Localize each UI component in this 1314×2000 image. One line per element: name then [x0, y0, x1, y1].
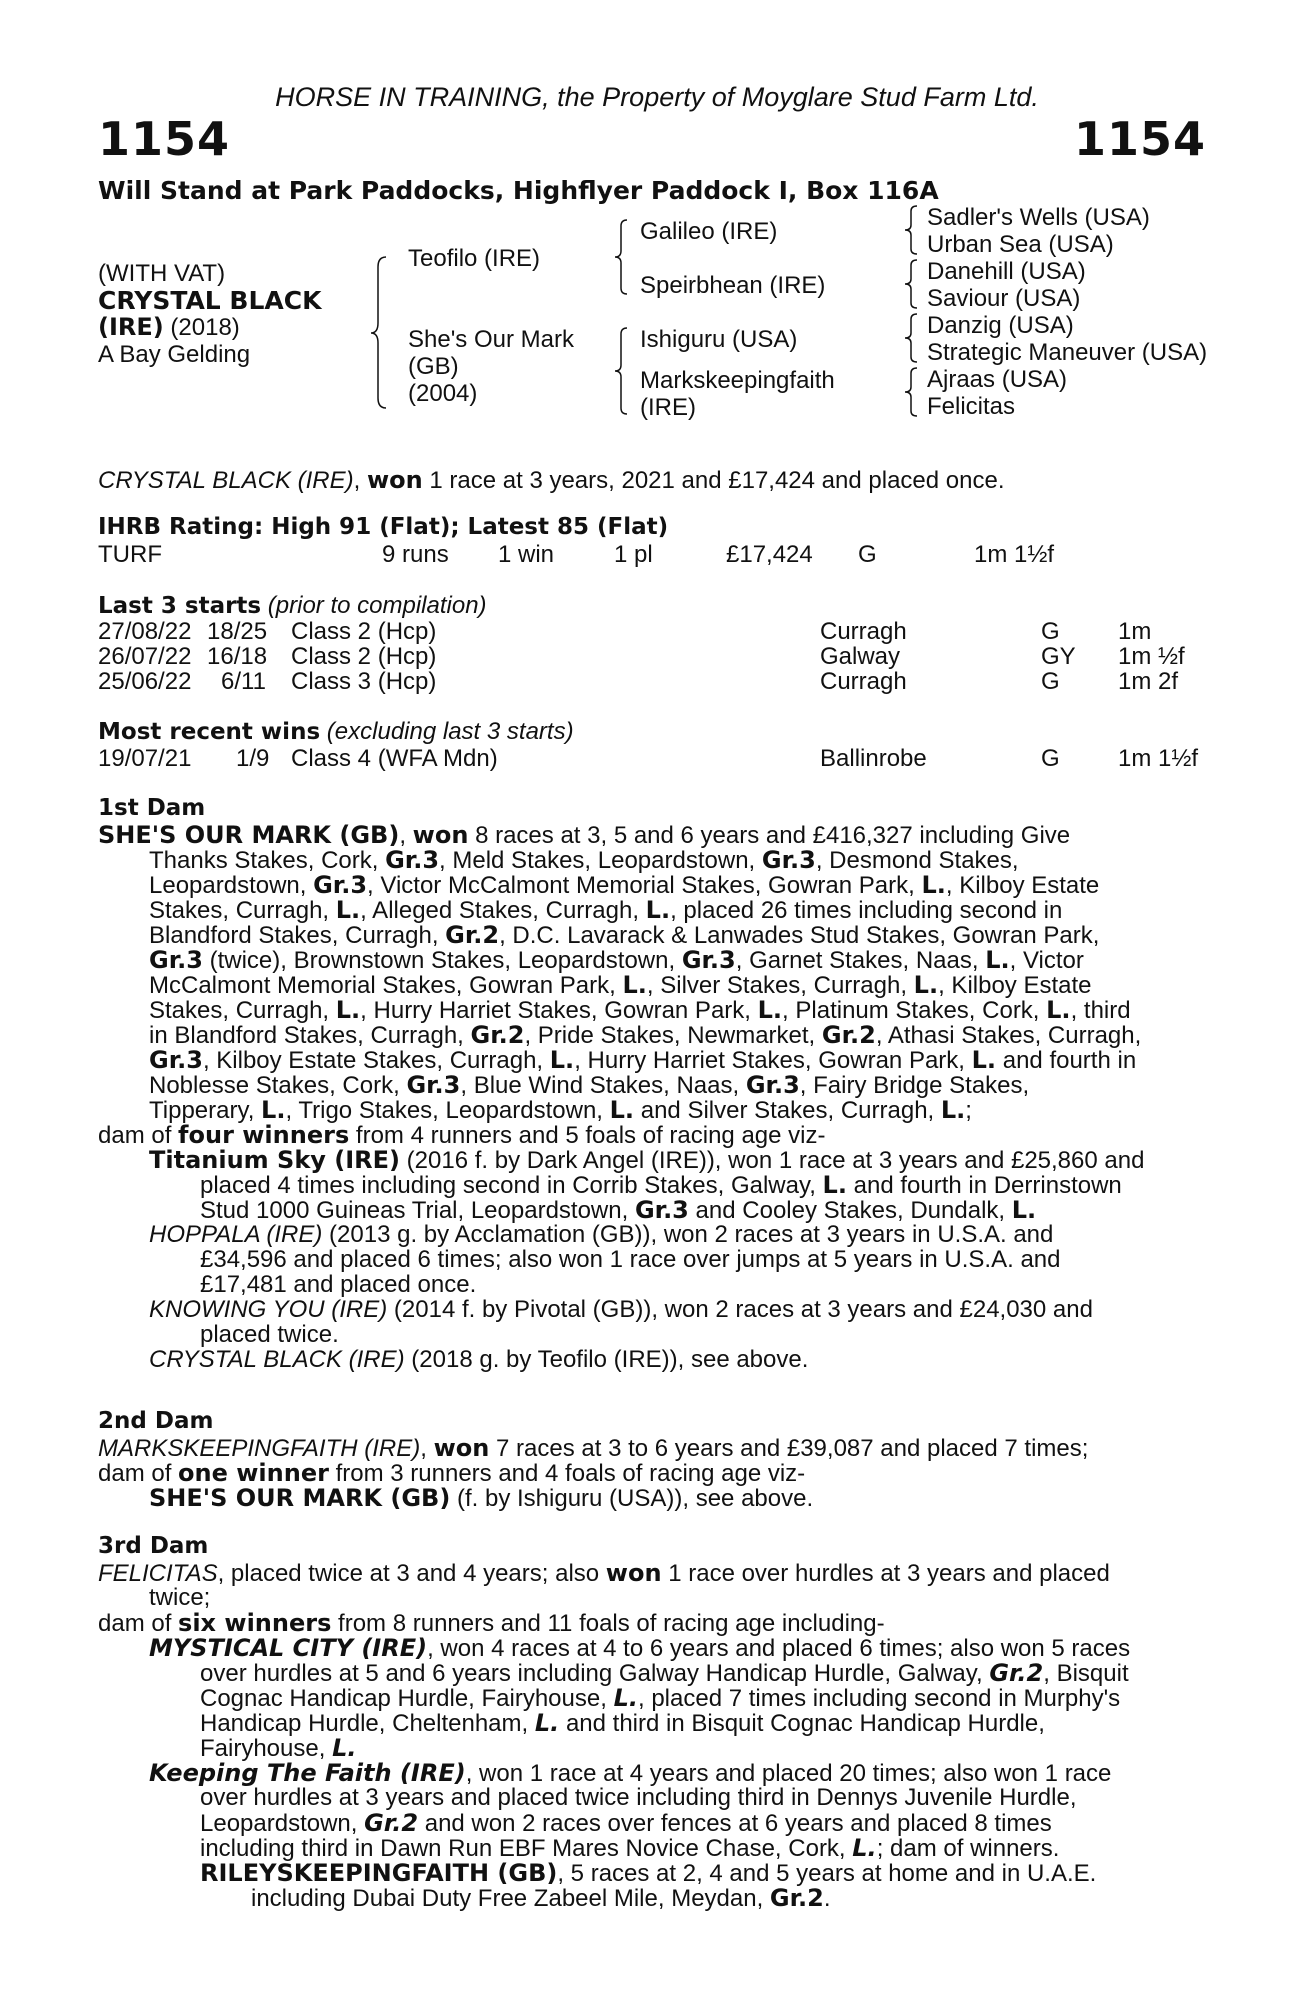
- rating-wins: 1 win: [498, 541, 555, 568]
- produce-entry-cont: placed twice.: [200, 1321, 339, 1348]
- dam1-line: Thanks Stakes, Cork, Gr.3, Meld Stakes, Leopardstown, Gr.3, Desmond Stakes,: [149, 846, 1019, 874]
- dam1-line: McCalmont Memorial Stakes, Gowran Park, L., Silver Stakes, Curragh, L., Kilboy Estate: [149, 971, 1092, 999]
- brace-g3-2: [904, 258, 920, 310]
- start-going: G: [1041, 618, 1060, 645]
- produce-entry-cont: including third in Dawn Run EBF Mares Novice Chase, Cork, L.; dam of winners.: [200, 1834, 1060, 1862]
- rating-going: G: [858, 541, 877, 568]
- dam-sire-dam: Strategic Maneuver (USA): [927, 339, 1208, 366]
- start-course: Curragh: [820, 668, 907, 695]
- start-date: 27/08/22: [98, 618, 192, 645]
- dam3-line: twice;: [149, 1584, 211, 1611]
- start-course: Curragh: [820, 618, 907, 645]
- produce-entry-cont: including Dubai Duty Free Zabeel Mile, Meydan, Gr.2.: [251, 1884, 831, 1912]
- start-course: Galway: [820, 643, 901, 670]
- dam2-heading: 2nd Dam: [98, 1408, 214, 1434]
- sire-sire-dam: Urban Sea (USA): [927, 231, 1114, 258]
- stand-location: Will Stand at Park Paddocks, Highflyer Paddock I, Box 116A: [98, 176, 939, 205]
- produce-entry-cont: Handicap Hurdle, Cheltenham, L. and third in Bisquit Cognac Handicap Hurdle,: [200, 1709, 1045, 1737]
- win-date: 19/07/21: [98, 745, 192, 772]
- lot-number-left: 1154: [98, 112, 231, 166]
- start-position: 18/25: [207, 618, 268, 645]
- dam-dam-sire: Ajraas (USA): [927, 366, 1068, 393]
- dam1-heading: 1st Dam: [98, 795, 206, 821]
- produce-entry: Keeping The Faith (IRE), won 1 race at 4 years and placed 20 times; also won 1 race: [149, 1759, 1112, 1787]
- produce-entry-cont: over hurdles at 5 and 6 years including Galway Handicap Hurdle, Galway, Gr.2, Bisquit: [200, 1659, 1129, 1687]
- summary-name: CRYSTAL BLACK (IRE): [98, 467, 354, 494]
- produce-entry-cont: Cognac Handicap Hurdle, Fairyhouse, L., placed 7 times including second in Murphy's: [200, 1684, 1121, 1712]
- produce-entry-cont: over hurdles at 3 years and placed twice including third in Dennys Juvenile Hurdle,: [200, 1784, 1077, 1811]
- dam3-line: FELICITAS, placed twice at 3 and 4 years; also won 1 race over hurdles at 3 years and placed: [98, 1559, 1110, 1587]
- produce-entry: CRYSTAL BLACK (IRE) (2018 g. by Teofilo (IRE)), see above.: [149, 1346, 809, 1373]
- rating-distance: 1m 1½f: [974, 541, 1055, 568]
- horse-year: (2018): [163, 314, 240, 341]
- dam-line2: (GB): [408, 353, 459, 380]
- dam1-text: ,: [399, 822, 413, 849]
- summary-won: won: [366, 466, 423, 494]
- produce-entry-cont: £34,596 and placed 6 times; also won 1 race over jumps at 5 years in U.S.A. and: [200, 1246, 1061, 1273]
- dam-dam-line1: Markskeepingfaith: [640, 367, 835, 394]
- dam1-line: Tipperary, L., Trigo Stakes, Leopardstown, L. and Silver Stakes, Curragh, L.;: [149, 1096, 972, 1124]
- pedigree-brace-gen1: [370, 255, 390, 410]
- brace-g3-1: [904, 204, 920, 256]
- horse-name-line2: [98, 314, 240, 341]
- start-position: 6/11: [221, 668, 266, 695]
- sire: Teofilo (IRE): [408, 245, 541, 272]
- race-summary: [98, 466, 1004, 495]
- start-distance: 1m ½f: [1118, 643, 1185, 670]
- dam3-heading: 3rd Dam: [98, 1533, 209, 1559]
- start-class: Class 2 (Hcp): [291, 643, 437, 670]
- start-distance: 1m: [1118, 618, 1152, 645]
- summary-sep: ,: [353, 467, 367, 494]
- last3-heading-row: [98, 592, 487, 620]
- lot-number-right: 1154: [1073, 112, 1206, 166]
- produce-entry: MYSTICAL CITY (IRE), won 4 races at 4 to 6 years and placed 6 times; also won 5 races: [149, 1634, 1131, 1662]
- dam-dam-dam: Felicitas: [927, 393, 1016, 420]
- rating-earnings: £17,424: [726, 541, 813, 568]
- rating-places: 1 pl: [614, 541, 653, 568]
- rating-runs: 9 runs: [382, 541, 449, 568]
- produce-entry-cont: Leopardstown, Gr.2 and won 2 races over fences at 6 years and placed 8 times: [200, 1809, 1052, 1837]
- dam-dam-line2: (IRE): [640, 394, 696, 421]
- recent-note: (excluding last 3 starts): [320, 718, 574, 745]
- dam1-line: Blandford Stakes, Curragh, Gr.2, D.C. Lavarack & Lanwades Stud Stakes, Gowran Park,: [149, 921, 1100, 949]
- start-going: G: [1041, 668, 1060, 695]
- recent-heading: Most recent wins: [98, 719, 321, 745]
- dam-line1: She's Our Mark: [408, 326, 574, 353]
- win-distance: 1m 1½f: [1118, 745, 1199, 772]
- produce-entry: KNOWING YOU (IRE) (2014 f. by Pivotal (GB)), won 2 races at 3 years and £24,030 and: [149, 1296, 1093, 1323]
- start-class: Class 2 (Hcp): [291, 618, 437, 645]
- dam3-produce-intro: dam of six winners from 8 runners and 11 foals of racing age including-: [98, 1609, 885, 1637]
- last3-note: (prior to compilation): [261, 592, 487, 619]
- dam-sire: Ishiguru (USA): [640, 326, 798, 353]
- dam1-line: Gr.3 (twice), Brownstown Stakes, Leopardstown, Gr.3, Garnet Stakes, Naas, L., Victor: [149, 946, 1084, 974]
- produce-entry-cont: Fairyhouse, L.: [200, 1734, 357, 1762]
- dam1-line: Stakes, Curragh, L., Hurry Harriet Stakes, Gowran Park, L., Platinum Stakes, Cork, L., third: [149, 996, 1131, 1024]
- dam1-line: Gr.3, Kilboy Estate Stakes, Curragh, L., Hurry Harriet Stakes, Gowran Park, L. and fourth in: [149, 1046, 1137, 1074]
- produce-entry: Titanium Sky (IRE) (2016 f. by Dark Angel (IRE)), won 1 race at 3 years and £25,860 and: [149, 1146, 1145, 1174]
- sire-dam-dam: Saviour (USA): [927, 285, 1081, 312]
- rating-surface: TURF: [98, 541, 162, 568]
- sire-sire: Galileo (IRE): [640, 218, 778, 245]
- start-date: 26/07/22: [98, 643, 192, 670]
- produce-entry: HOPPALA (IRE) (2013 g. by Acclamation (GB)), won 2 races at 3 years in U.S.A. and: [149, 1221, 1054, 1248]
- brace-g3-3: [904, 312, 920, 364]
- produce-entry: RILEYSKEEPINGFAITH (GB), 5 races at 2, 4 and 5 years at home and in U.A.E.: [200, 1859, 1097, 1887]
- dam1-line-0: SHE'S OUR MARK (GB), won 8 races at 3, 5 and 6 years and £416,327 including Give: [98, 821, 1071, 849]
- start-class: Class 3 (Hcp): [291, 668, 437, 695]
- win-course: Ballinrobe: [820, 745, 927, 772]
- produce-entry-cont: £17,481 and placed once.: [200, 1271, 477, 1298]
- dam1-name: SHE'S OUR MARK (GB): [98, 821, 400, 849]
- sire-dam: Speirbhean (IRE): [640, 272, 826, 299]
- start-position: 16/18: [207, 643, 268, 670]
- dam2-line: MARKSKEEPINGFAITH (IRE), won 7 races at 3 to 6 years and £39,087 and placed 7 times;: [98, 1434, 1089, 1462]
- dam-line3: (2004): [408, 380, 478, 407]
- pedigree-brace-dam: [614, 326, 630, 418]
- horse-suffix: (IRE): [98, 313, 164, 341]
- dam2-produce-intro: dam of one winner from 3 runners and 4 foals of racing age viz-: [98, 1459, 806, 1487]
- horse-description: A Bay Gelding: [98, 341, 251, 368]
- dam1-line: Stakes, Curragh, L., Alleged Stakes, Curragh, L., placed 26 times including second in: [149, 896, 1063, 924]
- dam1-line: Noblesse Stakes, Cork, Gr.3, Blue Wind Stakes, Naas, Gr.3, Fairy Bridge Stakes,: [149, 1071, 1030, 1099]
- produce-entry: SHE'S OUR MARK (GB) (f. by Ishiguru (USA)), see above.: [149, 1484, 814, 1512]
- sire-dam-sire: Danehill (USA): [927, 258, 1086, 285]
- win-going: G: [1041, 745, 1060, 772]
- win-position: 1/9: [236, 745, 270, 772]
- start-distance: 1m 2f: [1118, 668, 1179, 695]
- pedigree-brace-sire: [614, 218, 630, 298]
- last3-heading: Last 3 starts: [98, 593, 262, 619]
- start-going: GY: [1041, 643, 1076, 670]
- summary-rest: 1 race at 3 years, 2021 and £17,424 and placed once.: [422, 467, 1005, 494]
- horse-name: CRYSTAL BLACK: [98, 286, 322, 315]
- recent-heading-row: [98, 718, 574, 746]
- start-date: 25/06/22: [98, 668, 192, 695]
- produce-entry-cont: placed 4 times including second in Corrib Stakes, Galway, L. and fourth in Derrinstown: [200, 1171, 1122, 1199]
- sire-sire-sire: Sadler's Wells (USA): [927, 204, 1150, 231]
- rating-heading: IHRB Rating: High 91 (Flat); Latest 85 (Flat): [98, 514, 669, 540]
- sale-title: HORSE IN TRAINING, the Property of Moyglare Stud Farm Ltd.: [275, 82, 1039, 112]
- vat-note: (WITH VAT): [98, 260, 226, 287]
- produce-entry-cont: Stud 1000 Guineas Trial, Leopardstown, Gr.3 and Cooley Stakes, Dundalk, L.: [200, 1196, 1037, 1224]
- dam-sire-sire: Danzig (USA): [927, 312, 1074, 339]
- brace-g3-4: [904, 366, 920, 418]
- win-class: Class 4 (WFA Mdn): [291, 745, 498, 772]
- dam1-produce-intro: dam of four winners from 4 runners and 5 foals of racing age viz-: [98, 1121, 826, 1149]
- dam1-line: Leopardstown, Gr.3, Victor McCalmont Memorial Stakes, Gowran Park, L., Kilboy Estate: [149, 871, 1100, 899]
- dam1-line: in Blandford Stakes, Curragh, Gr.2, Pride Stakes, Newmarket, Gr.2, Athasi Stakes, Curragh,: [149, 1021, 1142, 1049]
